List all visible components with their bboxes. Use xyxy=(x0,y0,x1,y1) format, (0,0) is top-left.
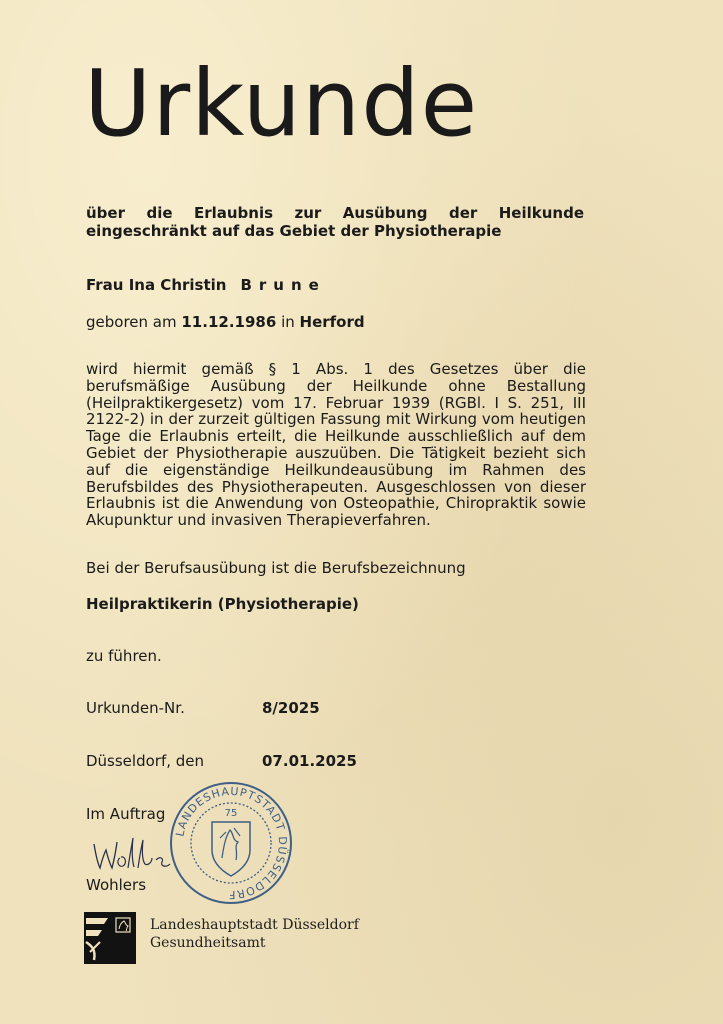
body-line: 2122-2) in der zurzeit gültigen Fassung mit Wirkung vom heutigen xyxy=(86,410,586,429)
body-paragraph xyxy=(86,361,586,529)
closing-text: zu führen. xyxy=(86,647,162,665)
holder-surname: Brune xyxy=(240,276,326,294)
body-line: Erlaubnis ist die Anwendung von Osteopathie, Chiropraktik sowie xyxy=(86,494,586,513)
body-line: (Heilpraktikergesetz) vom 17. Februar 1939 (RGBl. I S. 251, III xyxy=(86,393,586,412)
professional-designation: Heilpraktikerin (Physiotherapie) xyxy=(86,595,359,613)
subtitle-line-1: über die Erlaubnis zur Ausübung der Heilkunde xyxy=(86,204,584,222)
on-behalf-label: Im Auftrag xyxy=(86,805,166,823)
holder-prefix: Frau Ina Christin xyxy=(86,276,227,294)
birth-date: 11.12.1986 xyxy=(181,313,277,331)
designation-intro: Bei der Berufsausübung ist die Berufsbezeichnung xyxy=(86,559,466,577)
subtitle-line-2: eingeschränkt auf das Gebiet der Physiotherapie xyxy=(86,222,502,240)
holder-name xyxy=(86,276,326,294)
authority-department: Gesundheitsamt xyxy=(150,935,266,951)
born-label: geboren am xyxy=(86,313,177,331)
svg-text:75: 75 xyxy=(224,808,238,819)
issuing-authority xyxy=(150,916,359,952)
body-line: auf die eigenständige Heilkundeausübung im Rahmen des xyxy=(86,460,586,479)
body-line: Berufsbildes des Physiotherapeuten. Ausgeschlossen von dieser xyxy=(86,477,586,496)
subtitle xyxy=(86,204,584,240)
birth-line xyxy=(86,313,365,331)
birth-place: Herford xyxy=(299,313,365,331)
body-line: wird hiermit gemäß § 1 Abs. 1 des Gesetzes über die xyxy=(86,360,586,378)
body-line: berufsmäßige Ausübung der Heilkunde ohne Bestallung xyxy=(86,376,586,395)
document-title: Urkunde xyxy=(84,50,479,157)
handwritten-signature xyxy=(90,834,180,876)
authority-name: Landeshauptstadt Düsseldorf xyxy=(150,917,359,933)
signer-name: Wohlers xyxy=(86,876,147,894)
body-line: Tage die Erlaubnis erteilt, die Heilkunde ausschließlich auf dem xyxy=(86,427,586,446)
body-line-last: Akupunktur und invasiven Therapieverfahren. xyxy=(86,511,431,530)
in-label: in xyxy=(281,313,295,331)
svg-text:LANDESHAUPTSTADT DÜSSELDORF: LANDESHAUPTSTADT DÜSSELDORF xyxy=(173,784,290,902)
duesseldorf-logo xyxy=(84,912,136,964)
certificate-number-label: Urkunden-Nr. xyxy=(86,699,185,717)
body-line: Gebiet der Physiotherapie auszuüben. Die Tätigkeit bezieht sich xyxy=(86,443,586,462)
place-label: Düsseldorf, den xyxy=(86,752,205,770)
official-stamp xyxy=(168,780,294,906)
issue-date: 07.01.2025 xyxy=(262,752,357,770)
certificate-number: 8/2025 xyxy=(262,699,320,717)
